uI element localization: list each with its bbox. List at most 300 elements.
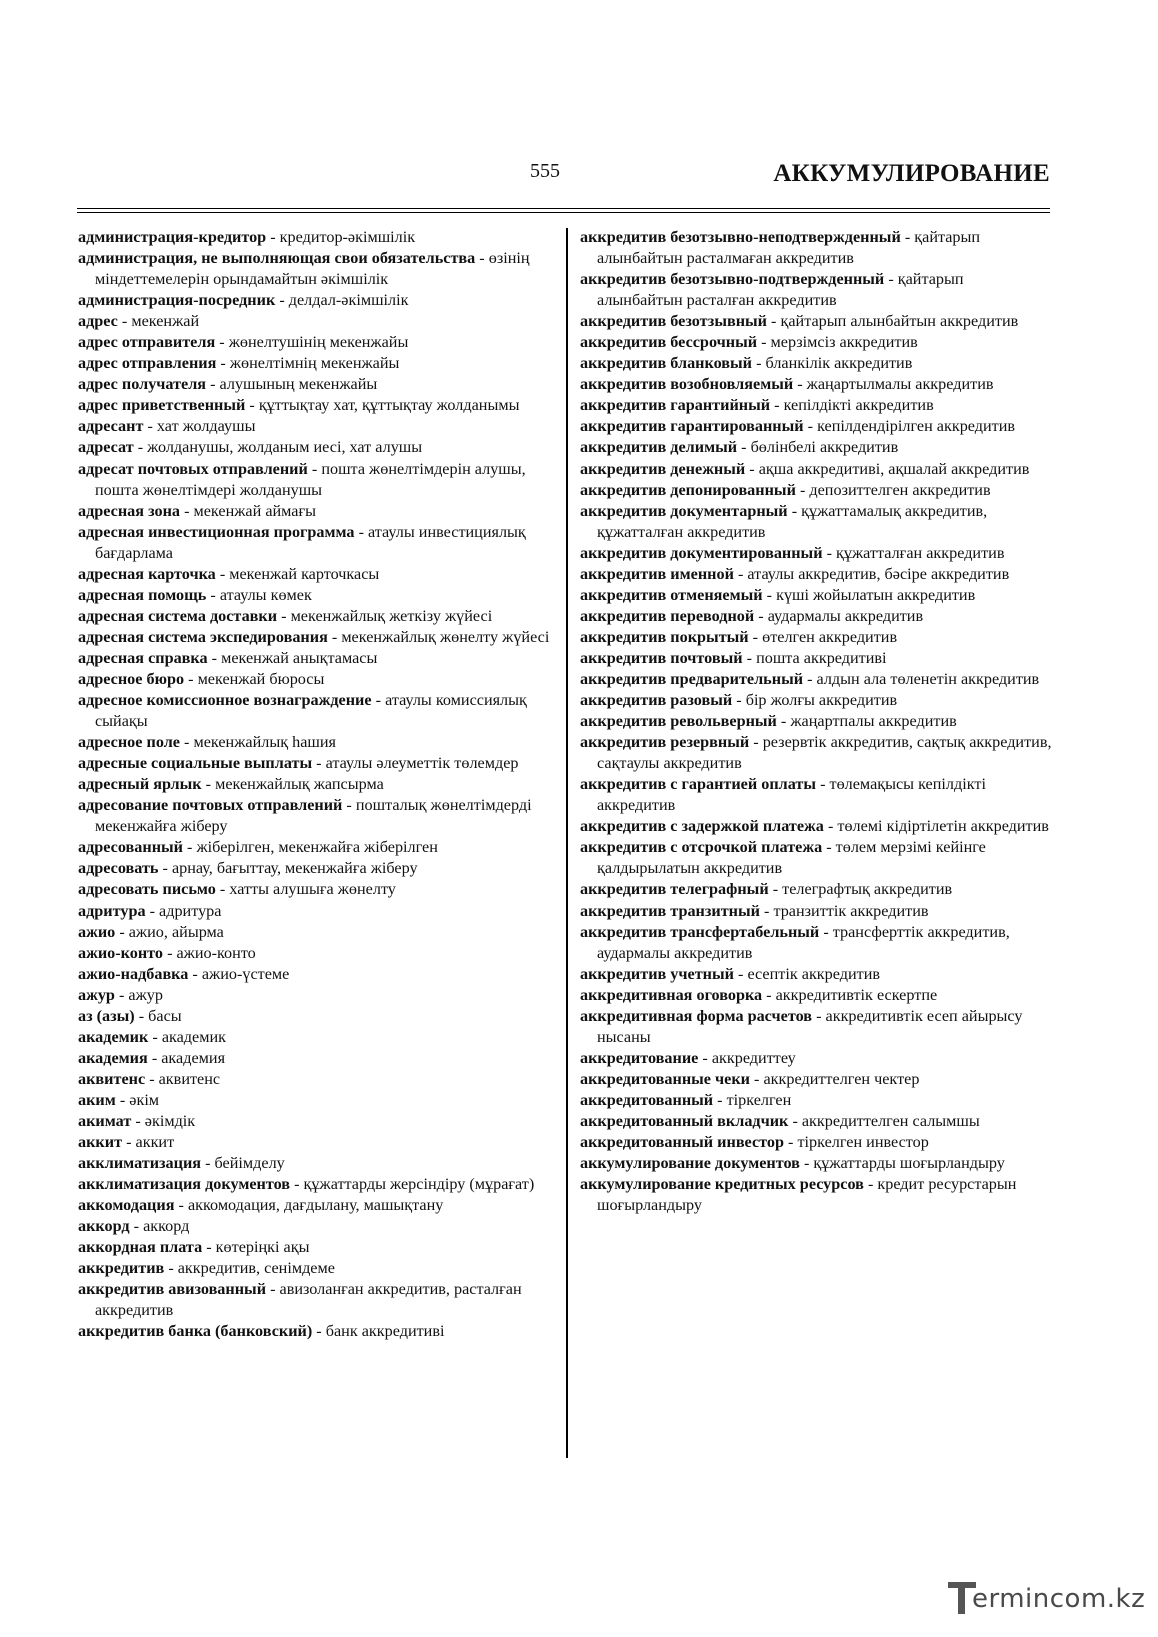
- entry-separator: -: [783, 1133, 798, 1152]
- dictionary-entry: [580, 437, 1052, 458]
- dictionary-entry: [580, 501, 1052, 543]
- dictionary-entry: [78, 1279, 550, 1321]
- entry-separator: -: [179, 733, 194, 752]
- right-column: [580, 227, 1052, 1216]
- entry-term: аккит: [78, 1133, 123, 1152]
- entry-definition: тіркелген: [726, 1090, 792, 1109]
- entry-term: аккредитив депонированный: [580, 480, 796, 499]
- entry-separator: -: [307, 459, 322, 478]
- entry-separator: -: [134, 1006, 149, 1025]
- entry-separator: -: [206, 375, 220, 394]
- entry-definition: мекенжайлық жеткізу жүйесі: [290, 606, 493, 625]
- entry-term: аккредитивная форма расчетов: [580, 1006, 813, 1025]
- entry-term: академик: [78, 1027, 149, 1046]
- entry-term: адресное поле: [78, 733, 180, 752]
- entry-separator: -: [750, 1069, 764, 1088]
- entry-term: аккредитованный: [580, 1090, 714, 1109]
- entry-term: адресная система доставки: [78, 606, 278, 625]
- entry-definition: алушының мекенжайы: [219, 375, 378, 394]
- dictionary-entry: [580, 816, 1052, 837]
- entry-definition: құжаттамалық аккредитив, құжатталған аккредитив: [597, 501, 988, 541]
- entry-definition: атаулы аккредитив, бәсіре аккредитив: [747, 564, 1010, 583]
- entry-separator: -: [793, 375, 807, 394]
- entry-definition: қайтарып алынбайтын аккредитив: [780, 312, 1019, 331]
- dictionary-entry: [580, 459, 1052, 480]
- entry-separator: -: [822, 543, 837, 562]
- entry-definition: мекенжай анықтамасы: [221, 648, 378, 667]
- dictionary-entry: [580, 922, 1052, 964]
- entry-term: аккредитив денежный: [580, 459, 746, 478]
- entry-definition: кредитор-әкімшілік: [279, 228, 416, 246]
- entry-definition: төлем мерзімі кейінге қалдырылатын аккредитив: [597, 838, 986, 878]
- entry-separator: -: [145, 901, 160, 920]
- dictionary-entry: [580, 480, 1052, 501]
- entry-definition: делдал-әкімшілік: [288, 291, 409, 310]
- dictionary-entry: [580, 332, 1052, 353]
- entry-separator: -: [762, 985, 776, 1004]
- entry-term: адресование почтовых отправлений: [78, 796, 343, 815]
- dictionary-entry: [78, 732, 550, 753]
- entry-term: адресная помощь: [78, 585, 207, 604]
- entry-term: аквитенс: [78, 1069, 146, 1088]
- dictionary-entry: [580, 269, 1052, 311]
- entry-term: адресное комиссионное вознаграждение: [78, 691, 372, 710]
- dictionary-entry: [580, 374, 1052, 395]
- entry-separator: -: [787, 501, 802, 520]
- entry-definition: резервтік аккредитив, сақтық аккредитив, сақтаулы аккредитив: [597, 733, 1052, 773]
- entry-term: аккредитованный вкладчик: [580, 1111, 789, 1130]
- dictionary-entry: [78, 922, 550, 943]
- entry-definition: көтерiңкi ақы: [215, 1238, 310, 1257]
- dictionary-entry: [78, 606, 550, 627]
- header-rule-top: [77, 208, 1050, 209]
- dictionary-entry: [580, 648, 1052, 669]
- entry-term: адрес: [78, 312, 118, 331]
- entry-separator: -: [816, 775, 830, 794]
- entry-term: аккредитив с гарантией оплаты: [580, 775, 817, 794]
- entry-separator: -: [767, 312, 781, 331]
- entry-term: адритура: [78, 901, 146, 920]
- entry-definition: академия: [161, 1048, 226, 1067]
- entry-term: адресные социальные выплаты: [78, 754, 313, 773]
- entry-definition: депозиттелген аккредитив: [809, 480, 991, 499]
- entry-separator: -: [759, 901, 774, 920]
- entry-definition: атаулы көмек: [219, 585, 312, 604]
- dictionary-entry: [78, 1153, 550, 1174]
- dictionary-entry: [78, 227, 550, 248]
- dictionary-entry: [78, 837, 550, 858]
- dictionary-entry: [580, 1132, 1052, 1153]
- entry-separator: -: [762, 585, 777, 604]
- entry-definition: кепілдікті аккредитив: [783, 396, 934, 415]
- entry-definition: трансферттік аккредитив, аудармалы аккредитив: [597, 922, 1010, 962]
- entry-separator: -: [188, 964, 202, 983]
- entry-definition: транзиттік аккредитив: [773, 901, 929, 920]
- dictionary-entry: [78, 648, 550, 669]
- termincom-logo: [946, 1578, 1144, 1624]
- entry-term: аккредитив учетный: [580, 964, 734, 983]
- entry-term: адресовать письмо: [78, 880, 216, 899]
- dictionary-entry: [78, 1069, 550, 1090]
- dictionary-entry: [78, 774, 550, 795]
- entry-term: аккредитив разовый: [580, 691, 733, 710]
- dictionary-entry: [78, 1027, 550, 1048]
- entry-definition: мекенжай бюросы: [197, 669, 325, 688]
- entry-term: адресная система экспедирования: [78, 627, 328, 646]
- entry-separator: -: [114, 985, 129, 1004]
- entry-term: аккредитив авизованный: [78, 1280, 267, 1299]
- dictionary-entry: [580, 711, 1052, 732]
- entry-term: академия: [78, 1048, 148, 1067]
- dictionary-entry: [580, 1069, 1052, 1090]
- dictionary-entry: [580, 564, 1052, 585]
- entry-definition: мекенжайлық һашия: [193, 733, 336, 752]
- entry-definition: құжаттарды жерсіндіру (мұрағат): [303, 1175, 535, 1194]
- entry-term: адресная справка: [78, 648, 208, 667]
- entry-separator: -: [733, 564, 748, 583]
- entry-definition: аккредиттелген чектер: [763, 1069, 920, 1088]
- entry-term: аккредитив безотзывно-неподтвержденный: [580, 228, 901, 246]
- dictionary-entry: [580, 732, 1052, 774]
- dictionary-entry: [78, 290, 550, 311]
- dictionary-entry: [78, 585, 550, 606]
- entry-definition: аккредитивтік есеп айырысу нысаны: [597, 1006, 1023, 1046]
- entry-definition: аккредитив, сенімдеме: [177, 1259, 335, 1278]
- entry-definition: аудармалы аккредитив: [767, 606, 924, 625]
- entry-separator: -: [803, 669, 817, 688]
- entry-separator: -: [788, 1111, 802, 1130]
- entry-term: аккредитив почтовый: [580, 648, 743, 667]
- entry-separator: -: [900, 228, 915, 246]
- entry-separator: -: [174, 1196, 188, 1215]
- entry-definition: аквитенс: [158, 1069, 221, 1088]
- entry-term: адресант: [78, 417, 144, 436]
- dictionary-entry: [580, 669, 1052, 690]
- entry-definition: жолданушы, жолданым иесі, хат алушы: [147, 438, 423, 457]
- entry-term: аккредитив трансфертабельный: [580, 922, 820, 941]
- entry-separator: -: [749, 733, 763, 752]
- entry-term: администрация-посредник: [78, 291, 276, 310]
- entry-term: ажио-надбавка: [78, 964, 189, 983]
- entry-term: администрация-кредитор: [78, 228, 267, 246]
- dictionary-entry: [78, 501, 550, 522]
- entry-definition: банк аккредитиві: [325, 1322, 445, 1341]
- entry-definition: пошта жөнелтімдерін алушы, пошта жөнелтімдері жолданушы: [95, 459, 526, 499]
- entry-definition: бейімделу: [214, 1154, 285, 1173]
- entry-separator: -: [754, 606, 768, 625]
- dictionary-entry: [580, 311, 1052, 332]
- entry-separator: -: [742, 648, 757, 667]
- dictionary-entry: [78, 1195, 550, 1216]
- entry-definition: басы: [148, 1006, 182, 1025]
- entry-term: аккредитив гарантированный: [580, 417, 804, 436]
- entry-separator: -: [290, 1175, 304, 1194]
- dictionary-entry: [580, 774, 1052, 816]
- entry-term: администрация, не выполняющая свои обязательства: [78, 249, 476, 268]
- entry-definition: күші жойылатын аккредитив: [776, 585, 976, 604]
- entry-definition: төлемі кідіртілетін аккредитив: [837, 817, 1049, 836]
- entry-term: акклиматизация документов: [78, 1175, 291, 1194]
- entry-definition: бөлінбелі аккредитив: [750, 438, 899, 457]
- column-divider: [566, 228, 568, 1458]
- dictionary-entry: [78, 1174, 550, 1195]
- entry-term: аккредитование: [580, 1048, 699, 1067]
- dictionary-entry: [78, 437, 550, 458]
- entry-separator: -: [115, 922, 129, 941]
- entry-term: аккредитив резервный: [580, 733, 750, 752]
- dictionary-entry: [78, 311, 550, 332]
- dictionary-entry: [78, 690, 550, 732]
- entry-term: аккредитив возобновляемый: [580, 375, 794, 394]
- entry-term: аз (азы): [78, 1006, 135, 1025]
- dictionary-entry: [78, 943, 550, 964]
- entry-separator: -: [371, 691, 386, 710]
- entry-separator: -: [698, 1048, 712, 1067]
- dictionary-entry: [78, 564, 550, 585]
- entry-term: ажио: [78, 922, 116, 941]
- entry-separator: -: [133, 438, 148, 457]
- dictionary-entry: [78, 332, 550, 353]
- dictionary-entry: [78, 374, 550, 395]
- entry-definition: кепілдендірілген аккредитив: [817, 417, 1016, 436]
- entry-term: аккордная плата: [78, 1238, 203, 1257]
- entry-separator: -: [770, 396, 784, 415]
- entry-separator: -: [737, 438, 751, 457]
- entry-separator: -: [275, 291, 289, 310]
- dictionary-entry: [78, 395, 550, 416]
- entry-separator: -: [752, 354, 766, 373]
- entry-definition: ажио, айырма: [128, 922, 224, 941]
- dictionary-entry: [78, 985, 550, 1006]
- dictionary-entry: [580, 416, 1052, 437]
- entry-term: адрес отправителя: [78, 333, 216, 352]
- entry-definition: әкім: [129, 1090, 160, 1109]
- entry-separator: -: [215, 880, 230, 899]
- entry-term: аккредитив покрытый: [580, 627, 749, 646]
- entry-definition: мекенжай аймағы: [193, 501, 316, 520]
- entry-separator: -: [131, 1111, 145, 1130]
- entry-separator: -: [757, 333, 771, 352]
- dictionary-entry: [580, 395, 1052, 416]
- dictionary-entry: [580, 1048, 1052, 1069]
- entry-term: аккредитив с отсрочкой платежа: [580, 838, 823, 857]
- entry-separator: -: [163, 943, 177, 962]
- entry-separator: -: [768, 880, 783, 899]
- entry-definition: ажио-үстеме: [201, 964, 290, 983]
- entry-term: адресованный: [78, 838, 183, 857]
- entry-definition: әкімдік: [144, 1111, 196, 1130]
- dictionary-entry: [580, 1006, 1052, 1048]
- entry-definition: жаңартпалы аккредитив: [790, 712, 957, 731]
- entry-definition: мекенжай карточкасы: [229, 564, 380, 583]
- entry-separator: -: [183, 838, 197, 857]
- dictionary-entry: [580, 1174, 1052, 1216]
- entry-term: аккредитив безотзывно-подтвержденный: [580, 270, 885, 289]
- entry-separator: -: [799, 1154, 814, 1173]
- entry-definition: хатты алушыға жөнелту: [229, 880, 396, 899]
- entry-definition: аккорд: [143, 1217, 190, 1236]
- entry-definition: мекенжайлық жапсырма: [215, 775, 384, 794]
- entry-term: аккредитованные чеки: [580, 1069, 750, 1088]
- entry-separator: -: [748, 627, 763, 646]
- entry-definition: аккредиттелген салымшы: [801, 1111, 980, 1130]
- entry-separator: -: [863, 1175, 878, 1194]
- entry-term: аккредитив гарантийный: [580, 396, 771, 415]
- entry-definition: құттықтау хат, құттықтау жолданымы: [258, 396, 520, 415]
- dictionary-entry: [78, 1321, 550, 1342]
- entry-separator: -: [312, 1322, 326, 1341]
- entry-term: аккредитивная оговорка: [580, 985, 763, 1004]
- entry-term: аккредитив банка (банковский): [78, 1322, 313, 1341]
- entry-definition: өтелген аккредитив: [762, 627, 898, 646]
- entry-term: ажио-конто: [78, 943, 164, 962]
- entry-definition: бір жолғы аккредитив: [745, 691, 898, 710]
- entry-definition: атаулы комиссиялық сыйақы: [95, 691, 527, 731]
- entry-separator: -: [475, 249, 489, 268]
- entry-term: аккредитив делимый: [580, 438, 738, 457]
- entry-separator: -: [164, 1259, 178, 1278]
- entry-separator: -: [819, 922, 833, 941]
- running-head: АККУМУЛИРОВАНИЕ: [773, 160, 1050, 187]
- entry-term: адресовать: [78, 859, 159, 878]
- entry-definition: қайтарып алынбайтын расталмаған аккредитив: [597, 228, 981, 268]
- entry-definition: ажур: [128, 985, 163, 1004]
- entry-separator: -: [216, 354, 230, 373]
- dictionary-entry: [78, 901, 550, 922]
- termincom-logo-text: ermincom.kz: [972, 1584, 1146, 1614]
- entry-term: аккредитив револьверный: [580, 712, 777, 731]
- entry-separator: -: [312, 754, 326, 773]
- dictionary-entry: [78, 669, 550, 690]
- dictionary-entry: [78, 1132, 550, 1153]
- entry-separator: -: [812, 1006, 826, 1025]
- left-column: [78, 227, 550, 1342]
- entry-term: адрес приветственный: [78, 396, 246, 415]
- entry-term: аккредитив отменяемый: [580, 585, 763, 604]
- entry-definition: атаулы инвестициялық бағдарлама: [95, 522, 526, 562]
- entry-term: аккумулирование документов: [580, 1154, 800, 1173]
- dictionary-entry: [580, 227, 1052, 269]
- entry-term: адрес получателя: [78, 375, 207, 394]
- entry-term: аким: [78, 1090, 116, 1109]
- entry-term: адресная зона: [78, 501, 181, 520]
- entry-term: аккредитив предварительный: [580, 669, 804, 688]
- dictionary-entry: [78, 1258, 550, 1279]
- entry-term: аккомодация: [78, 1196, 175, 1215]
- dictionary-entry: [78, 522, 550, 564]
- dictionary-entry: [78, 459, 550, 501]
- entry-separator: -: [803, 417, 818, 436]
- dictionary-entry: [78, 248, 550, 290]
- entry-separator: -: [822, 838, 836, 857]
- dictionary-entry: [78, 753, 550, 774]
- entry-separator: -: [266, 228, 280, 246]
- entry-term: адрес отправления: [78, 354, 217, 373]
- dictionary-entry: [580, 901, 1052, 922]
- entry-separator: -: [327, 627, 342, 646]
- entry-separator: -: [158, 859, 172, 878]
- dictionary-entry: [580, 837, 1052, 879]
- entry-separator: -: [129, 1217, 144, 1236]
- entry-definition: құжаттарды шоғырландыру: [813, 1154, 1005, 1173]
- entry-separator: -: [202, 1238, 216, 1257]
- entry-separator: -: [776, 712, 791, 731]
- entry-definition: аккредитивтік ескертпе: [775, 985, 938, 1004]
- entry-term: ажур: [78, 985, 115, 1004]
- entry-term: акклиматизация: [78, 1154, 202, 1173]
- entry-term: аккредитив переводной: [580, 606, 755, 625]
- entry-separator: -: [795, 480, 810, 499]
- dictionary-entry: [78, 1216, 550, 1237]
- entry-separator: -: [215, 333, 229, 352]
- entry-separator: -: [115, 1090, 130, 1109]
- dictionary-entry: [580, 1090, 1052, 1111]
- entry-definition: жөнелтушінің мекенжайы: [228, 333, 409, 352]
- entry-separator: -: [245, 396, 259, 415]
- entry-definition: мерзімсіз аккредитив: [770, 333, 918, 352]
- entry-definition: арнау, бағыттау, мекенжайға жіберу: [171, 859, 418, 878]
- entry-term: адресат: [78, 438, 134, 457]
- dictionary-entry: [78, 1048, 550, 1069]
- entry-definition: пошта аккредитиві: [756, 648, 887, 667]
- entry-separator: -: [122, 1133, 136, 1152]
- entry-separator: -: [884, 270, 898, 289]
- entry-definition: қайтарып алынбайтын расталған аккредитив: [597, 270, 964, 310]
- dictionary-entry: [580, 543, 1052, 564]
- entry-separator: -: [277, 606, 291, 625]
- entry-term: аккредитив телеграфный: [580, 880, 769, 899]
- entry-separator: -: [147, 1048, 162, 1067]
- entry-term: аккредитованный инвестор: [580, 1133, 784, 1152]
- entry-definition: аккит: [135, 1133, 175, 1152]
- entry-definition: кредит ресурстарын шоғырландыру: [597, 1175, 1017, 1215]
- entry-separator: -: [148, 1027, 162, 1046]
- entry-definition: хат жолдаушы: [156, 417, 256, 436]
- dictionary-entry: [580, 690, 1052, 711]
- entry-definition: алдын ала төленетін аккредитив: [816, 669, 1040, 688]
- entry-definition: ажио-конто: [176, 943, 256, 962]
- entry-definition: есептік аккредитив: [747, 964, 881, 983]
- dictionary-entry: [580, 585, 1052, 606]
- entry-definition: мекенжай: [131, 312, 200, 331]
- entry-term: аккредитив документированный: [580, 543, 823, 562]
- dictionary-entry: [580, 1153, 1052, 1174]
- dictionary-entry: [78, 964, 550, 985]
- entry-definition: жөнелтімнің мекенжайы: [229, 354, 400, 373]
- entry-term: аккредитив: [78, 1259, 165, 1278]
- dictionary-entry: [580, 353, 1052, 374]
- dictionary-entry: [580, 627, 1052, 648]
- entry-separator: -: [342, 796, 356, 815]
- dictionary-entry: [78, 627, 550, 648]
- entry-term: адресный ярлык: [78, 775, 202, 794]
- dictionary-entry: [580, 964, 1052, 985]
- entry-term: аккорд: [78, 1217, 130, 1236]
- entry-definition: тіркелген инвестор: [797, 1133, 929, 1152]
- entry-separator: -: [143, 417, 157, 436]
- header-rule-bottom: [77, 212, 1050, 213]
- entry-separator: -: [823, 817, 838, 836]
- entry-definition: жіберілген, мекенжайға жіберілген: [196, 838, 438, 857]
- entry-definition: пошталық жөнелтімдерді мекенжайға жіберу: [95, 796, 532, 836]
- entry-term: аккредитив документарный: [580, 501, 788, 520]
- entry-definition: төлемақысы кепілдікті аккредитив: [597, 775, 986, 815]
- dictionary-entry: [580, 606, 1052, 627]
- entry-definition: атаулы әлеуметтік төлемдер: [325, 754, 519, 773]
- entry-term: адресное бюро: [78, 669, 185, 688]
- entry-definition: мекенжайлық жөнелту жүйесі: [341, 627, 550, 646]
- entry-separator: -: [215, 564, 230, 583]
